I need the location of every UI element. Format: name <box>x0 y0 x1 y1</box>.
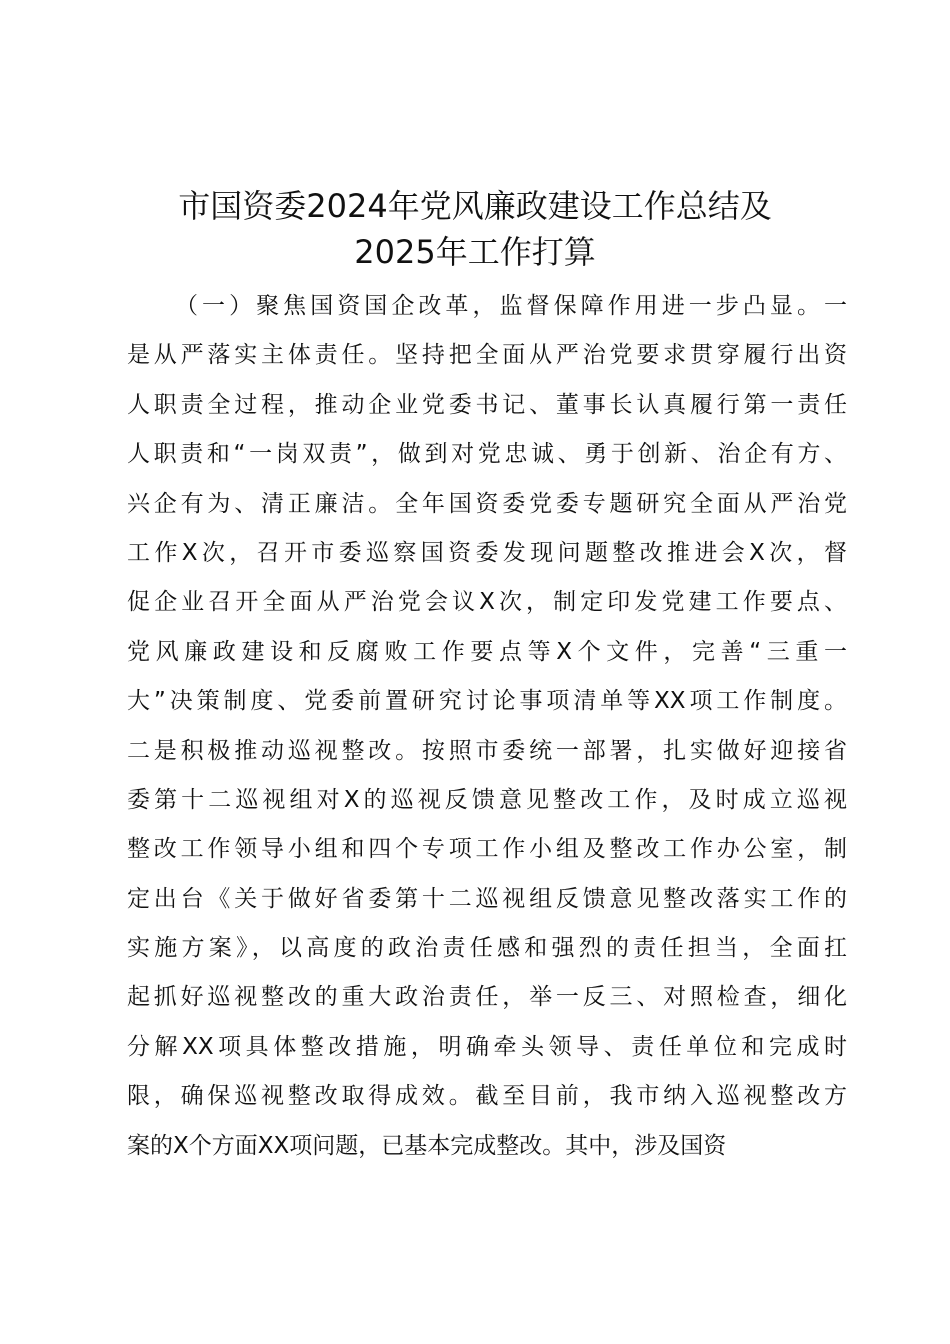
body-line: 党风廉政建设和反腐败工作要点等X个文件，完善“三重一 <box>127 638 847 665</box>
body-line: 人职责和“一岗双责”，做到对党忠诚、勇于创新、治企有方、 <box>127 441 847 468</box>
body-line: 人职责全过程，推动企业党委书记、董事长认真履行第一责任 <box>127 391 847 418</box>
document-body <box>127 282 847 1171</box>
body-line: 兴企有为、清正廉洁。全年国资委党委专题研究全面从严治党 <box>127 490 847 517</box>
body-line: 限，确保巡视整改取得成效。截至目前，我市纳入巡视整改方 <box>127 1083 847 1110</box>
document-title-line-1: 市国资委2024年党风廉政建设工作总结及 <box>178 187 772 225</box>
body-line: 案的X个方面XX项问题，已基本完成整改。其中，涉及国资 <box>127 1132 727 1159</box>
body-line: 定出台《关于做好省委第十二巡视组反馈意见整改落实工作的 <box>127 885 847 912</box>
body-line: 委第十二巡视组对X的巡视反馈意见整改工作，及时成立巡视 <box>127 786 847 813</box>
body-line: 分解XX项具体整改措施，明确牵头领导、责任单位和完成时 <box>127 1033 847 1060</box>
body-line: 二是积极推动巡视整改。按照市委统一部署，扎实做好迎接省 <box>127 737 847 764</box>
document-title-line-2: 2025年工作打算 <box>354 233 596 271</box>
body-line: 大”决策制度、党委前置研究讨论事项清单等XX项工作制度。 <box>127 688 847 715</box>
body-line: 整改工作领导小组和四个专项工作小组及整改工作办公室，制 <box>127 836 847 863</box>
body-line: 起抓好巡视整改的重大政治责任，举一反三、对照检查，细化 <box>127 984 847 1011</box>
body-line: 工作X次，召开市委巡察国资委发现问题整改推进会X次，督 <box>127 539 847 566</box>
body-line: 促企业召开全面从严治党会议X次，制定印发党建工作要点、 <box>127 589 847 616</box>
body-line: 是从严落实主体责任。坚持把全面从严治党要求贯穿履行出资 <box>127 342 847 369</box>
body-line: （一）聚焦国资国企改革，监督保障作用进一步凸显。一 <box>175 293 847 319</box>
body-line: 实施方案》，以高度的政治责任感和强烈的责任担当，全面扛 <box>127 935 847 962</box>
